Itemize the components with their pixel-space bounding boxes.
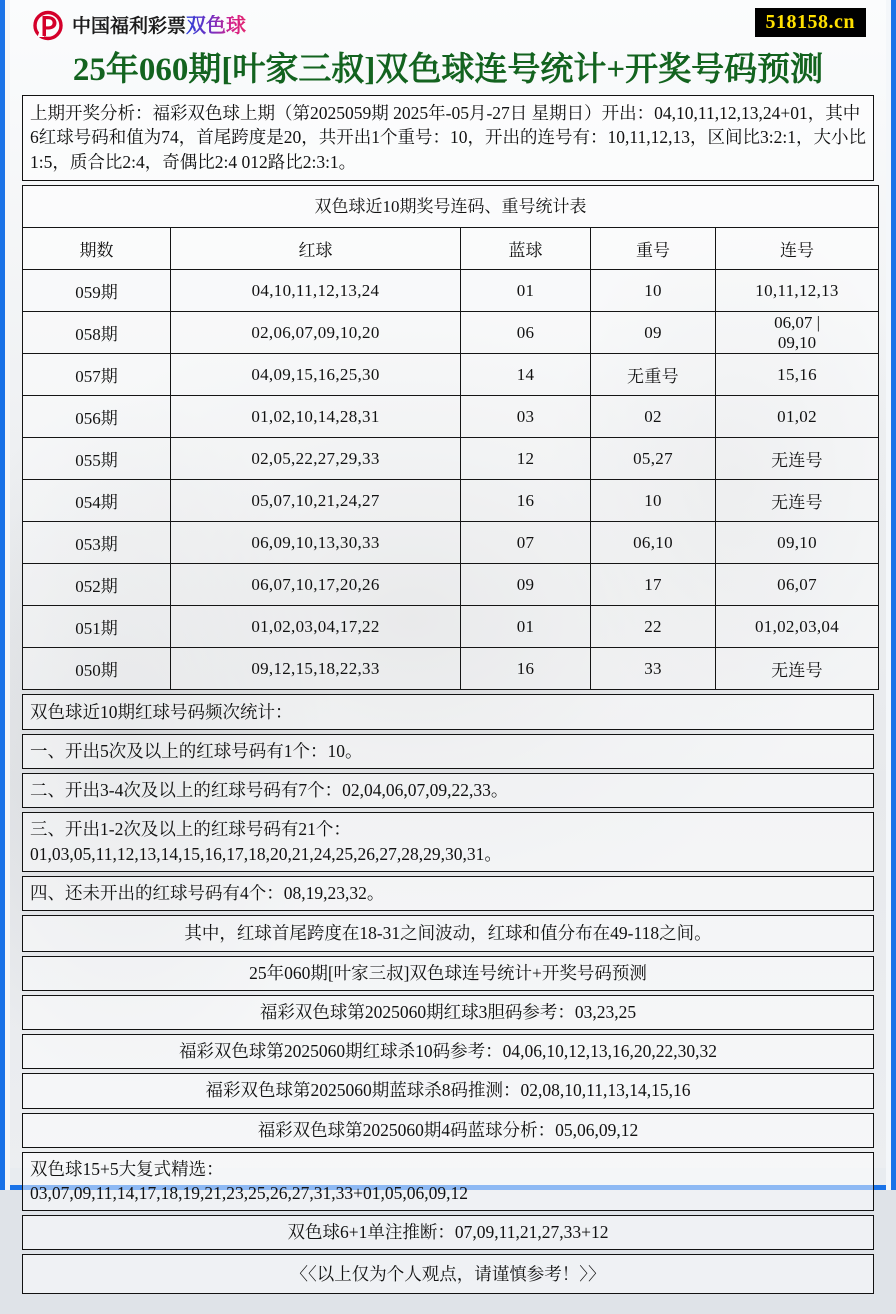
- frequency-item-3-line2: 01,03,05,11,12,13,14,15,16,17,18,20,21,24,25,26,27,28,29,30,31。: [30, 843, 502, 864]
- cell-issue: 050期: [23, 648, 171, 690]
- frequency-heading: 双色球近10期红球号码频次统计：: [30, 702, 293, 723]
- stats-table-box: [22, 185, 874, 690]
- prediction-blue-four: 福彩双色球第2025060期4码蓝球分析：05,06,09,12: [257, 1119, 639, 1140]
- cell-red: 02,05,22,27,29,33: [171, 438, 461, 480]
- table-row: [23, 312, 879, 354]
- cell-blue: 12: [461, 438, 591, 480]
- prediction-red-kill-box: [22, 1034, 874, 1069]
- prediction-combo-heading: 双色球15+5大复式精选：: [30, 1158, 224, 1179]
- cell-blue: 16: [461, 648, 591, 690]
- bottom-spacer: [10, 1298, 886, 1314]
- cell-issue: 055期: [23, 438, 171, 480]
- cell-issue: 056期: [23, 396, 171, 438]
- analysis-box: [22, 95, 874, 182]
- frequency-item2-box: [22, 773, 874, 808]
- cell-consecutive: 10,11,12,13: [716, 270, 879, 312]
- prediction-title-box: [22, 956, 874, 991]
- prediction-red-dan-box: [22, 995, 874, 1030]
- table-row: [23, 354, 879, 396]
- prediction-combo-value: 03,07,09,11,14,17,18,19,21,23,25,26,27,31,33+01,05,06,09,12: [30, 1182, 468, 1203]
- cell-issue: 051期: [23, 606, 171, 648]
- table-row: [23, 522, 879, 564]
- disclaimer-text: 〈〈以上仅为个人观点，请谨慎参考！〉〉: [290, 1264, 606, 1285]
- brand-block: [32, 10, 246, 41]
- prediction-title: 25年060期[叶家三叔]双色球连号统计+开奖号码预测: [249, 962, 647, 983]
- prediction-combo-box: [22, 1152, 874, 1211]
- cell-red: 06,07,10,17,20,26: [171, 564, 461, 606]
- frequency-item4-box: [22, 876, 874, 911]
- cell-repeat: 22: [591, 606, 716, 648]
- frequency-item3-box: [22, 812, 874, 871]
- table-row: [23, 480, 879, 522]
- cell-repeat: 05,27: [591, 438, 716, 480]
- cell-issue: 053期: [23, 522, 171, 564]
- cell-repeat: 10: [591, 270, 716, 312]
- cell-consecutive: 09,10: [716, 522, 879, 564]
- cell-repeat: 06,10: [591, 522, 716, 564]
- cell-red: 09,12,15,18,22,33: [171, 648, 461, 690]
- frequency-item-3-line1: 三、开出1-2次及以上的红球号码有21个：: [30, 819, 351, 840]
- cell-consecutive: 无连号: [716, 480, 879, 522]
- cell-consecutive: [716, 312, 879, 354]
- cell-blue: 16: [461, 480, 591, 522]
- prediction-blue-four-box: [22, 1113, 874, 1148]
- frequency-summary-box: [22, 915, 874, 952]
- frequency-item-4: 四、还未开出的红球号码有4个：08,19,23,32。: [30, 882, 385, 903]
- prediction-red-dan: 福彩双色球第2025060期红球3胆码参考：03,23,25: [259, 1002, 637, 1023]
- column-header-red: 红球: [171, 228, 461, 270]
- cell-repeat: 09: [591, 312, 716, 354]
- cell-repeat: 无重号: [591, 354, 716, 396]
- prediction-single: 双色球6+1单注推断：07,09,11,21,27,33+12: [287, 1221, 609, 1242]
- frequency-item-2: 二、开出3-4次及以上的红球号码有7个：02,04,06,07,09,22,33。: [30, 780, 509, 801]
- cell-consecutive: 06,07: [716, 564, 879, 606]
- cell-consecutive: 01,02: [716, 396, 879, 438]
- cell-red: 06,09,10,13,30,33: [171, 522, 461, 564]
- column-header-issue: 期数: [23, 228, 171, 270]
- cell-blue: 03: [461, 396, 591, 438]
- cell-blue: 09: [461, 564, 591, 606]
- prediction-single-box: [22, 1215, 874, 1250]
- cell-consecutive: 无连号: [716, 438, 879, 480]
- analysis-text: 上期开奖分析：福彩双色球上期（第2025059期 2025年-05月-27日 星期日）开出：04,10,11,12,13,24+01，其中6红球号码和值为74，首尾跨度是20，共开出1个重号：10，开出的连号有：10,11,12,13，区间比3:2:1，大小比1:5，质合比2:4，奇偶比2:4 012路比2:3:1。: [30, 102, 866, 172]
- cell-repeat: 17: [591, 564, 716, 606]
- cell-consecutive: 无连号: [716, 648, 879, 690]
- table-row: [23, 648, 879, 690]
- frequency-heading-box: [22, 694, 874, 730]
- cell-issue: 057期: [23, 354, 171, 396]
- table-header-row: [23, 228, 879, 270]
- frequency-item1-box: [22, 734, 874, 769]
- cell-consecutive: 15,16: [716, 354, 879, 396]
- brand-cn-label: 中国福利彩票: [72, 15, 187, 37]
- disclaimer-box: [22, 1254, 874, 1294]
- cell-repeat: 02: [591, 396, 716, 438]
- cell-consecutive: 01,02,03,04: [716, 606, 879, 648]
- table-row: [23, 438, 879, 480]
- cell-blue: 07: [461, 522, 591, 564]
- table-caption-row: [23, 186, 879, 228]
- cell-blue: 14: [461, 354, 591, 396]
- cell-blue: 01: [461, 606, 591, 648]
- cell-red: 01,02,10,14,28,31: [171, 396, 461, 438]
- cell-issue: 059期: [23, 270, 171, 312]
- prediction-red-kill: 福彩双色球第2025060期红球杀10码参考：04,06,10,12,13,16,20,22,30,32: [178, 1041, 718, 1062]
- cell-repeat: 33: [591, 648, 716, 690]
- frequency-item-1: 一、开出5次及以上的红球号码有1个：10。: [30, 741, 363, 762]
- column-header-consecutive: 连号: [716, 228, 879, 270]
- brand-title: [72, 16, 246, 36]
- page-inner: [10, 0, 886, 1285]
- column-header-blue: 蓝球: [461, 228, 591, 270]
- prediction-blue-kill-box: [22, 1073, 874, 1108]
- lottery-stats-table: [22, 185, 879, 690]
- cell-consecutive-line2: 09,10: [777, 332, 817, 352]
- table-row: [23, 396, 879, 438]
- table-row: [23, 564, 879, 606]
- frequency-summary: 其中，红球首尾跨度在18-31之间波动，红球和值分布在49-118之间。: [184, 922, 712, 943]
- prediction-blue-kill: 福彩双色球第2025060期蓝球杀8码推测：02,08,10,11,13,14,15,16: [205, 1080, 691, 1101]
- cell-red: 04,09,15,16,25,30: [171, 354, 461, 396]
- cell-blue: 01: [461, 270, 591, 312]
- cell-issue: 052期: [23, 564, 171, 606]
- table-row: [23, 270, 879, 312]
- cell-blue: 06: [461, 312, 591, 354]
- table-caption: 双色球近10期奖号连码、重号统计表: [23, 186, 879, 228]
- column-header-repeat: 重号: [591, 228, 716, 270]
- header-bar: [10, 0, 886, 52]
- cell-red: 02,06,07,09,10,20: [171, 312, 461, 354]
- cell-issue: 058期: [23, 312, 171, 354]
- cell-red: 05,07,10,21,24,27: [171, 480, 461, 522]
- table-row: [23, 606, 879, 648]
- cell-red: 01,02,03,04,17,22: [171, 606, 461, 648]
- cell-repeat: 10: [591, 480, 716, 522]
- cell-consecutive-line1: 06,07 |: [774, 312, 820, 332]
- site-badge[interactable]: 518158.cn: [755, 8, 867, 37]
- china-welfare-lottery-logo-icon: [32, 10, 65, 41]
- page-title: 25年060期[叶家三叔]双色球连号统计+开奖号码预测: [72, 52, 824, 88]
- cell-red: 04,10,11,12,13,24: [171, 270, 461, 312]
- brand-ssq-label: 双色球: [186, 14, 247, 37]
- cell-issue: 054期: [23, 480, 171, 522]
